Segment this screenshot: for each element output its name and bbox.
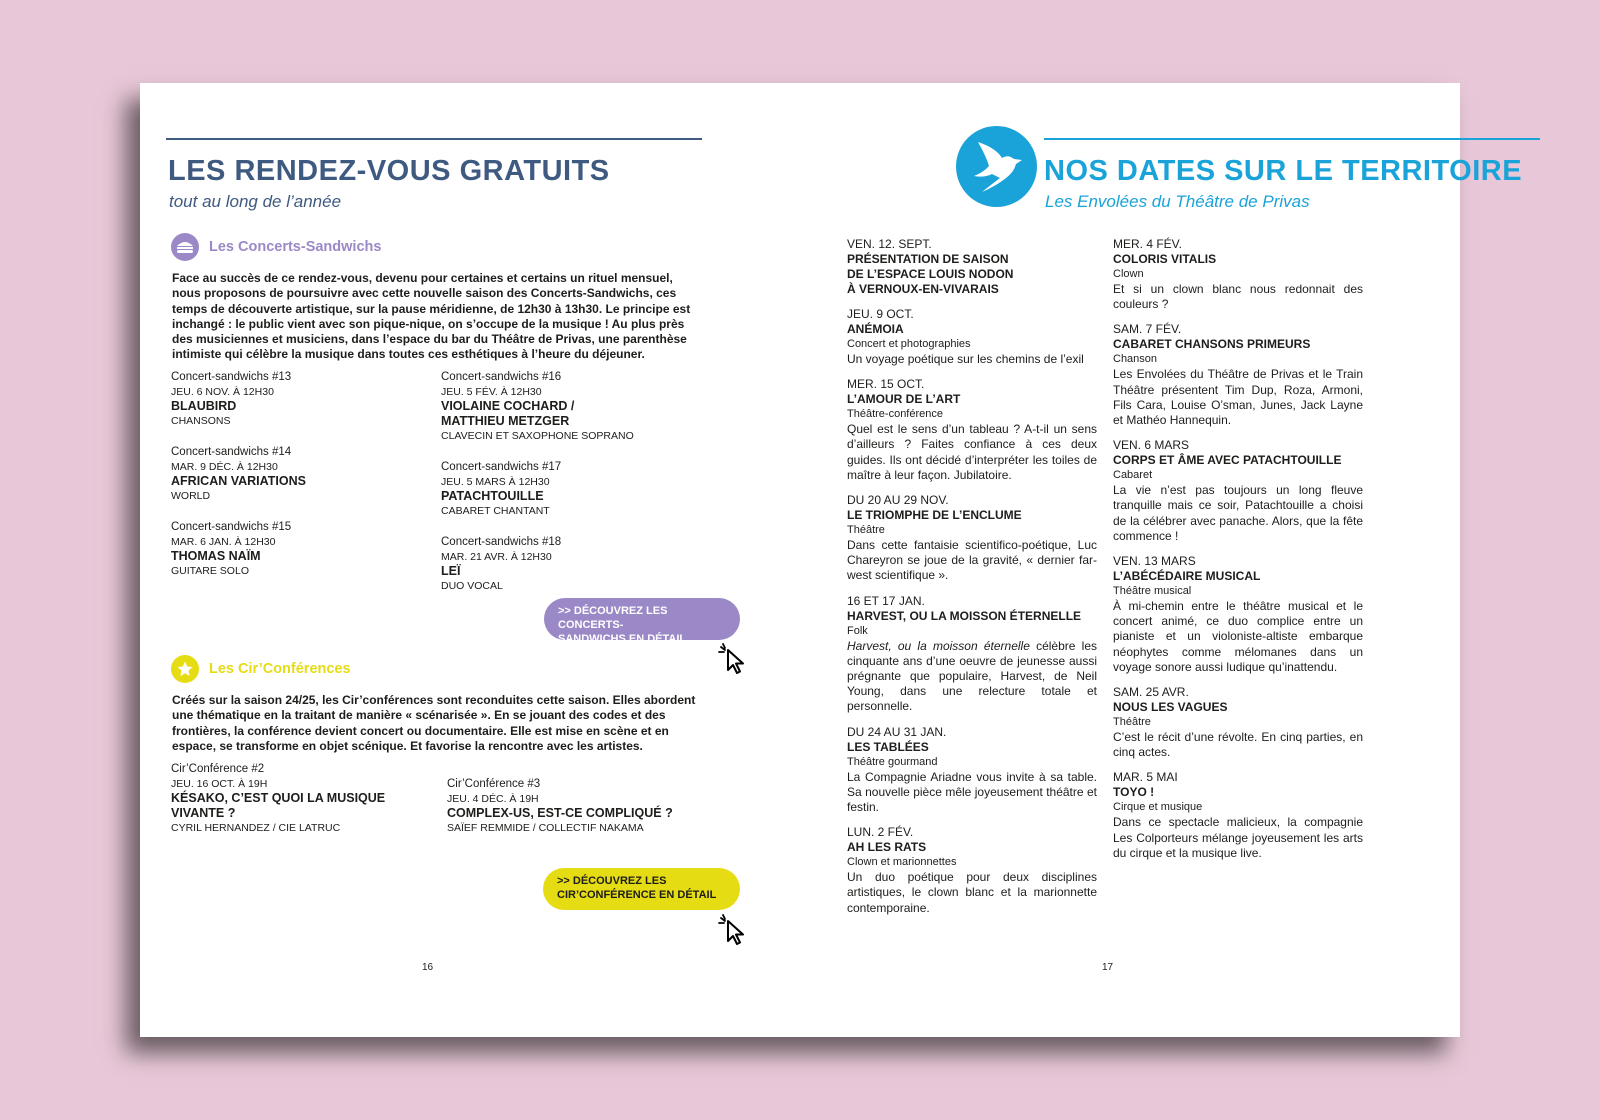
star-icon bbox=[171, 655, 199, 683]
event-date: MAR. 21 AVR. À 12H30 bbox=[441, 551, 552, 563]
date-item bbox=[1113, 685, 1363, 760]
discover-sandwichs-button[interactable] bbox=[544, 598, 740, 645]
bird-badge bbox=[956, 126, 1037, 207]
page-subtitle: tout au long de l’année bbox=[169, 192, 342, 211]
item-text: La Compagnie Ariadne vous invite à sa table. Sa nouvelle pièce mêle joyeusement théâtre et festin. bbox=[847, 769, 1097, 815]
event-name: THOMAS NAÏM bbox=[171, 549, 261, 563]
event-genre: CHANSONS bbox=[171, 415, 231, 427]
event-conference-2 bbox=[171, 762, 385, 836]
item-text: Un duo poétique pour deux disciplines artistiques, le clown blanc et la marionnette contemporaine. bbox=[847, 870, 1097, 915]
date-item bbox=[847, 725, 1097, 816]
item-date: VEN. 6 MARS bbox=[1113, 438, 1190, 453]
item-date: MAR. 5 MAI bbox=[1113, 770, 1178, 785]
item-date: 16 ET 17 JAN. bbox=[847, 593, 925, 608]
event-genre: SAÏEF REMMIDE / COLLECTIF NAKAMA bbox=[447, 822, 644, 834]
item-title: ANÉMOIA bbox=[847, 322, 904, 336]
event-genre: CABARET CHANTANT bbox=[441, 505, 550, 517]
item-title: CABARET CHANSONS PRIMEURS bbox=[1113, 337, 1311, 352]
dates-column-2 bbox=[1113, 237, 1363, 871]
item-title: HARVEST, OU LA MOISSON ÉTERNELLE bbox=[847, 608, 1082, 623]
event-sandwich-13 bbox=[171, 370, 291, 429]
item-text: À mi-chemin entre le théâtre musical et le concert animé, ce duo complice entre un pianiste et un violoniste-altiste embarque néophytes comme mélomanes dans un voyage sonore aussi ludique qu’inattendu. bbox=[1113, 599, 1363, 674]
discover-conferences-button[interactable] bbox=[543, 868, 740, 910]
event-label: Cir’Conférence #3 bbox=[447, 778, 541, 790]
event-label: Concert-sandwichs #18 bbox=[441, 536, 562, 548]
item-date: JEU. 9 OCT. bbox=[847, 307, 914, 321]
item-genre: Théâtre-conférence bbox=[847, 408, 943, 421]
event-label: Concert-sandwichs #17 bbox=[441, 461, 562, 473]
item-genre: Chanson bbox=[1113, 353, 1158, 366]
item-text: Et si un clown blanc nous redonnait des couleurs ? bbox=[1113, 282, 1363, 312]
event-genre: CLAVECIN ET SAXOPHONE SOPRANO bbox=[441, 430, 634, 442]
event-genre: WORLD bbox=[171, 490, 211, 502]
event-name: AFRICAN VARIATIONS bbox=[171, 474, 306, 488]
item-title: L’AMOUR DE L’ART bbox=[847, 392, 961, 407]
sandwich-intro: Face au succès de ce rendez-vous, devenu pour certaines et certains un rituel mensuel, nous proposons de poursuivre avec cette nouvelle saison des Concerts-Sandwichs, ces temps de découverte artistique, sur la pause méridienne, de 12h30 à 13h30. Le principe est inchangé : le public vient avec son pique-nique, on s’occupe de la musique ! Au plus près des musiciennes et musiciens, dans l’espace du bar du Théâtre de Privas, une parenthèse intimiste qui célèbre la musique dans toutes ces esthétiques à l’heure du déjeuner. bbox=[172, 271, 691, 362]
event-name: LEÏ bbox=[441, 564, 461, 578]
section-heading-sandwichs bbox=[171, 233, 381, 261]
item-title: LE TRIOMPHE DE L’ENCLUME bbox=[847, 508, 1022, 523]
item-genre: Théâtre bbox=[847, 524, 885, 537]
item-date: DU 24 AU 31 JAN. bbox=[847, 724, 947, 739]
event-genre: GUITARE SOLO bbox=[171, 565, 249, 577]
bird-icon bbox=[956, 126, 1037, 207]
event-sandwich-15 bbox=[171, 520, 291, 579]
item-text-title: Harvest, ou la moisson éternelle bbox=[847, 638, 1030, 653]
item-title: TOYO ! bbox=[1113, 785, 1155, 800]
page-number: 16 bbox=[422, 962, 434, 973]
pointer-cursor-icon bbox=[718, 642, 752, 676]
date-item bbox=[1113, 237, 1363, 312]
item-title: CORPS ET ÂME AVEC PATACHTOUILLE bbox=[1113, 453, 1342, 468]
sandwich-icon bbox=[171, 233, 199, 261]
date-item bbox=[1113, 438, 1363, 544]
page-subtitle: Les Envolées du Théâtre de Privas bbox=[1045, 192, 1310, 211]
section-heading-text: Les Cir’Conférences bbox=[209, 661, 351, 677]
date-item bbox=[847, 594, 1097, 715]
event-date: MAR. 9 DÉC. À 12H30 bbox=[171, 461, 278, 473]
item-title-line3: À VERNOUX-EN-VIVARAIS bbox=[847, 282, 999, 296]
date-item bbox=[847, 825, 1097, 916]
item-title: AH LES RATS bbox=[847, 840, 927, 855]
event-label: Cir’Conférence #2 bbox=[171, 763, 265, 775]
event-date: JEU. 5 MARS À 12H30 bbox=[441, 476, 550, 488]
item-date: VEN. 13 MARS bbox=[1113, 554, 1196, 569]
event-conference-3 bbox=[447, 777, 673, 836]
left-page bbox=[140, 83, 800, 1037]
event-name-line2: MATTHIEU METZGER bbox=[441, 414, 570, 428]
event-date: JEU. 6 NOV. À 12H30 bbox=[171, 386, 274, 398]
date-item bbox=[847, 493, 1097, 584]
item-date: SAM. 25 AVR. bbox=[1113, 685, 1189, 700]
event-sandwich-17 bbox=[441, 460, 561, 519]
section-heading-conferences bbox=[171, 655, 351, 683]
event-date: JEU. 5 FÉV. À 12H30 bbox=[441, 386, 542, 398]
item-genre: Clown et marionnettes bbox=[847, 856, 957, 869]
item-genre: Concert et photographies bbox=[847, 338, 971, 350]
top-rule bbox=[166, 138, 702, 140]
cta-line: >> DÉCOUVREZ LES bbox=[557, 875, 667, 887]
item-date: LUN. 2 FÉV. bbox=[847, 825, 914, 840]
event-genre: CYRIL HERNANDEZ / CIE LATRUC bbox=[171, 822, 341, 834]
event-genre: DUO VOCAL bbox=[441, 580, 503, 592]
date-item bbox=[847, 377, 1097, 483]
event-name: PATACHTOUILLE bbox=[441, 489, 544, 503]
item-text: C’est le récit d’une révolte. En cinq parties, en cinq actes. bbox=[1113, 730, 1363, 760]
pointer-cursor-icon bbox=[718, 913, 752, 947]
event-label: Concert-sandwichs #14 bbox=[171, 446, 292, 458]
event-sandwich-14 bbox=[171, 445, 306, 504]
cta-line: CIR’CONFÉRENCE EN DÉTAIL bbox=[557, 889, 717, 901]
item-text: Dans ce spectacle malicieux, la compagnie Les Colporteurs mélange joyeusement les arts du cirque et la musique live. bbox=[1113, 815, 1363, 860]
page-title: LES RENDEZ-VOUS GRATUITS bbox=[168, 155, 610, 187]
item-date: MER. 15 OCT. bbox=[847, 377, 925, 392]
date-item bbox=[1113, 770, 1363, 861]
item-title: COLORIS VITALIS bbox=[1113, 252, 1217, 266]
item-genre: Théâtre bbox=[1113, 716, 1151, 729]
item-title: L’ABÉCÉDAIRE MUSICAL bbox=[1113, 569, 1261, 584]
item-genre: Cirque et musique bbox=[1113, 801, 1203, 814]
conferences-intro: Créés sur la saison 24/25, les Cir’conférences sont reconduites cette saison. Elles abordent une thématique en la traitant de manière « scénarisée ». En se jouant des codes et des frontières, la conférence devient concert ou documentaire. Elle est mise en scène et en espace, se transforme en objet scénique. Et favorise la rencontre avec les artistes. bbox=[172, 693, 696, 753]
item-title: NOUS LES VAGUES bbox=[1113, 700, 1228, 715]
top-rule bbox=[1044, 138, 1540, 140]
event-name-line2: VIVANTE ? bbox=[171, 806, 236, 820]
event-sandwich-16 bbox=[441, 370, 634, 444]
event-name: BLAUBIRD bbox=[171, 399, 237, 413]
cta-line: SANDWICHS EN DÉTAIL bbox=[558, 633, 687, 645]
dates-column-1 bbox=[847, 237, 1097, 926]
event-sandwich-18 bbox=[441, 535, 561, 594]
item-text bbox=[847, 639, 1097, 715]
item-genre: Théâtre gourmand bbox=[847, 755, 938, 768]
item-genre: Théâtre musical bbox=[1113, 585, 1192, 598]
item-text: Quel est le sens d’un tableau ? A-t-il un sens d’ailleurs ? Faites confiance à ces deux guides. Ils ont décidé d’interpréter les toiles de maître à leur façon. Jubilatoire. bbox=[847, 422, 1097, 482]
item-title: LES TABLÉES bbox=[847, 739, 929, 754]
item-genre: Clown bbox=[1113, 268, 1144, 280]
item-date: SAM. 7 FÉV. bbox=[1113, 322, 1182, 337]
item-text: Un voyage poétique sur les chemins de l’exil bbox=[847, 352, 1084, 366]
event-label: Concert-sandwichs #16 bbox=[441, 371, 562, 383]
event-label: Concert-sandwichs #13 bbox=[171, 371, 292, 383]
event-name: COMPLEX-US, EST-CE COMPLIQUÉ ? bbox=[447, 806, 673, 820]
item-title-line2: DE L’ESPACE LOUIS NODON bbox=[847, 267, 1014, 281]
item-date: DU 20 AU 29 NOV. bbox=[847, 493, 949, 508]
item-text: La vie n’est pas toujours un long fleuve tranquille mais ce soir, Patachtouille a choisi de la célébrer avec panache. Alors, que la fête commence ! bbox=[1113, 483, 1363, 543]
date-item bbox=[847, 307, 1097, 367]
date-item bbox=[1113, 322, 1363, 428]
page-number: 17 bbox=[1102, 962, 1114, 973]
date-item bbox=[847, 237, 1097, 297]
right-page bbox=[800, 83, 1523, 1037]
page-title: NOS DATES SUR LE TERRITOIRE bbox=[1044, 155, 1523, 187]
item-genre: Folk bbox=[847, 624, 868, 637]
event-date: MAR. 6 JAN. À 12H30 bbox=[171, 536, 276, 548]
item-text: Dans cette fantaisie scientifico-poétique, Luc Chareyron se joue de la gravité, « dernier far-west scientifique ». bbox=[847, 538, 1097, 583]
item-title: PRÉSENTATION DE SAISON bbox=[847, 252, 1009, 266]
event-name: VIOLAINE COCHARD / bbox=[441, 399, 575, 413]
event-date: JEU. 16 OCT. À 19H bbox=[171, 778, 268, 790]
event-name: KÉSAKO, C’EST QUOI LA MUSIQUE bbox=[171, 791, 386, 805]
event-label: Concert-sandwichs #15 bbox=[171, 521, 292, 533]
item-text: Les Envolées du Théâtre de Privas et le Train Théâtre présentent Tim Dup, Roza, Armoni, Fils Cara, Louise O’sman, Junes, Jack Layne et Mathéo Hannequin. bbox=[1113, 367, 1363, 428]
item-date: VEN. 12. SEPT. bbox=[847, 237, 932, 251]
item-date: MER. 4 FÉV. bbox=[1113, 237, 1182, 251]
event-date: JEU. 4 DÉC. À 19H bbox=[447, 793, 539, 805]
brochure-spread bbox=[140, 83, 1523, 1037]
section-heading-text: Les Concerts-Sandwichs bbox=[209, 239, 382, 255]
item-genre: Cabaret bbox=[1113, 469, 1153, 482]
item-text-rest: célèbre les cinquante ans d’une oeuvre de jeunesse aussi prégnante que populaire, Harvest, de Neil Young, dans une relecture totale et personnelle. bbox=[847, 638, 1097, 714]
cta-line: >> DÉCOUVREZ LES CONCERTS- bbox=[558, 605, 668, 631]
date-item bbox=[1113, 554, 1363, 675]
